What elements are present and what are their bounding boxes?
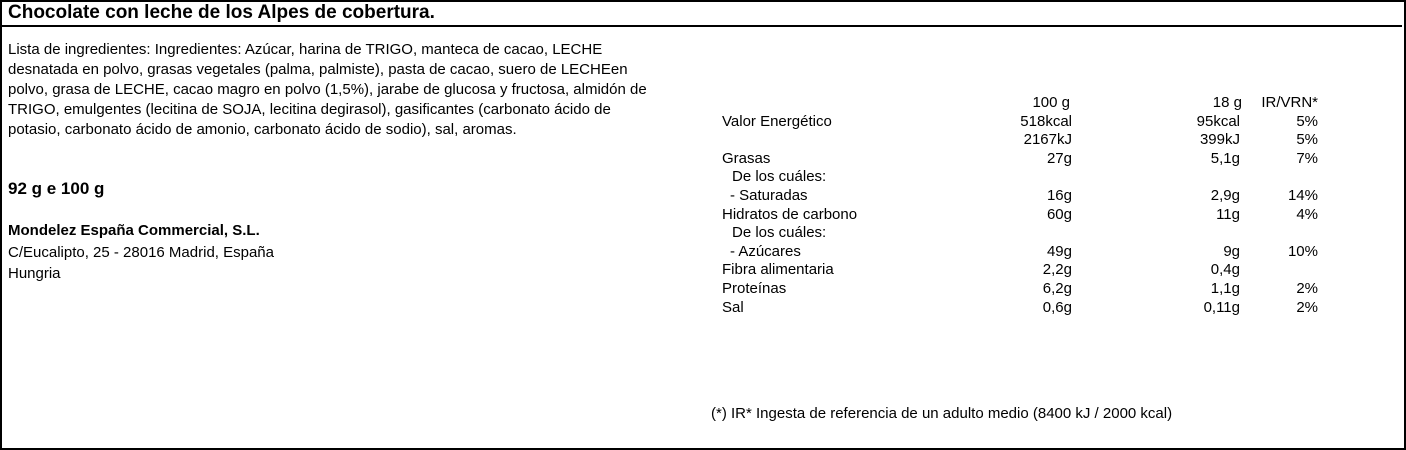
reference-intake: 14% xyxy=(1287,186,1318,204)
value-per-18g: 5,1g xyxy=(1210,149,1240,167)
nutrition-row xyxy=(722,187,1322,206)
nutrition-header-ir: IR/VRN* xyxy=(1261,94,1318,111)
nutrition-footnote: (*) IR* Ingesta de referencia de un adulto medio (8400 kJ / 2000 kcal) xyxy=(711,405,1173,422)
nutrition-row xyxy=(722,131,1322,150)
reference-intake: 7% xyxy=(1296,149,1318,167)
value-per-18g: 95kcal xyxy=(1196,112,1240,130)
nutrient-name: Grasas xyxy=(722,149,771,167)
reference-intake: 4% xyxy=(1296,205,1318,223)
company-name: Mondelez España Commercial, S.L. xyxy=(8,222,260,239)
reference-intake: 2% xyxy=(1296,298,1318,316)
nutrient-name: De los cuáles: xyxy=(732,224,827,242)
title-divider xyxy=(0,25,1402,27)
country-of-origin: Hungria xyxy=(8,265,61,282)
value-per-18g: 9g xyxy=(1223,242,1240,260)
value-per-18g: 399kJ xyxy=(1199,131,1240,149)
value-per-100g: 16g xyxy=(1046,186,1072,204)
nutrition-table xyxy=(722,94,1322,317)
company-address: C/Eucalipto, 25 - 28016 Madrid, España xyxy=(8,244,274,261)
nutrition-row xyxy=(722,299,1322,318)
value-per-18g: 11g xyxy=(1216,205,1240,223)
value-per-100g: 6,2g xyxy=(1042,279,1072,297)
ingredients-line: Lista de ingredientes: Ingredientes: Azúcar, harina de TRIGO, manteca de cacao, LECHE xyxy=(8,41,603,58)
value-per-100g: 27g xyxy=(1046,149,1072,167)
nutrient-name: - Azúcares xyxy=(730,242,801,260)
value-per-100g: 60g xyxy=(1046,205,1072,223)
nutrition-row xyxy=(722,224,1322,243)
ingredients-line: potasio, carbonato ácido de amonio, carbonato ácido de sodio), sal, aromas. xyxy=(8,121,517,138)
value-per-18g: 2,9g xyxy=(1210,186,1240,204)
reference-intake: 5% xyxy=(1296,112,1318,130)
nutrient-name: Sal xyxy=(722,298,744,316)
nutrition-row xyxy=(722,168,1322,187)
nutrient-name: Valor Energético xyxy=(722,112,832,130)
nutrition-header-per18: 18 g xyxy=(1212,94,1242,111)
ingredients-list xyxy=(8,40,708,140)
ingredients-line: desnatada en polvo, grasas vegetales (palma, palmiste), pasta de cacao, suero de LECHEen xyxy=(8,61,628,78)
nutrition-row xyxy=(722,150,1322,169)
nutrition-row xyxy=(722,206,1322,225)
nutrient-name: De los cuáles: xyxy=(732,168,827,186)
value-per-100g: 2,2g xyxy=(1042,261,1072,279)
reference-intake: 5% xyxy=(1296,131,1318,149)
reference-intake: 2% xyxy=(1296,279,1318,297)
nutrition-header-per100: 100 g xyxy=(1032,94,1070,111)
value-per-18g: 1,1g xyxy=(1210,279,1240,297)
nutrient-name: Hidratos de carbono xyxy=(722,205,858,223)
ingredients-line: TRIGO, emulgentes (lecitina de SOJA, lecitina degirasol), gasificantes (carbonato ácido de xyxy=(8,101,611,118)
nutrient-name: - Saturadas xyxy=(730,186,808,204)
value-per-100g: 518kcal xyxy=(1020,112,1072,130)
nutrition-row xyxy=(722,113,1322,132)
ingredients-line: polvo, grasa de LECHE, cacao magro en polvo (1,5%), jarabe de glucosa y fructosa, almidón de xyxy=(8,81,647,98)
nutrition-row xyxy=(722,261,1322,280)
value-per-100g: 49g xyxy=(1046,242,1072,260)
net-weight: 92 g e 100 g xyxy=(8,179,105,198)
value-per-18g: 0,4g xyxy=(1210,261,1240,279)
nutrient-name: Fibra alimentaria xyxy=(722,261,834,279)
value-per-18g: 0,11g xyxy=(1203,298,1240,316)
nutrient-name: Proteínas xyxy=(722,279,787,297)
nutrition-row xyxy=(722,280,1322,299)
product-title: Chocolate con leche de los Alpes de cobertura. xyxy=(8,2,435,23)
reference-intake: 10% xyxy=(1287,242,1318,260)
value-per-100g: 2167kJ xyxy=(1023,131,1072,149)
nutrition-header-row xyxy=(722,94,1322,113)
value-per-100g: 0,6g xyxy=(1042,298,1072,316)
nutrition-rows xyxy=(722,113,1322,318)
nutrition-row xyxy=(722,243,1322,262)
